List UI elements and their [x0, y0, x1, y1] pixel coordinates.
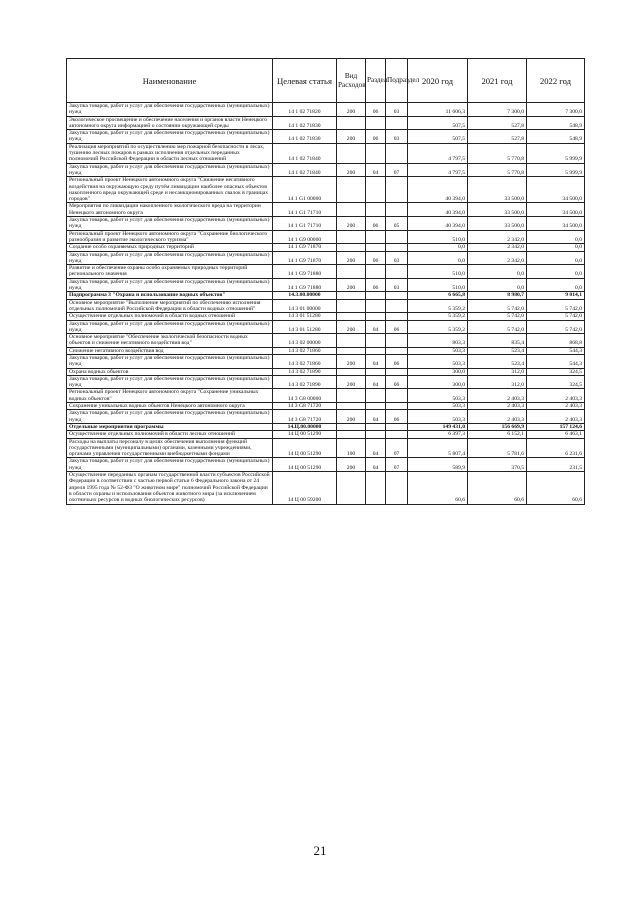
row-razdel [366, 143, 386, 163]
row-value-2021: 60,6 [468, 472, 527, 504]
row-value-2021: 5 770,8 [468, 143, 527, 163]
row-value-2022: 548,9 [527, 130, 585, 144]
row-value-2022: 34 500,0 [527, 217, 585, 231]
header-podrazdel: Подраздел [386, 59, 408, 103]
row-target-code: 14.3.00.00000 [273, 292, 337, 299]
header-razdel: Раздел [366, 59, 386, 103]
row-value-2022: 868,8 [527, 334, 585, 348]
row-target-code: 14.Ц.00.00000 [273, 423, 337, 430]
row-podrazdel [386, 347, 408, 354]
row-vid [337, 389, 366, 403]
row-target-code: 14 1 02 71820 [273, 103, 337, 117]
row-name: Осуществление отдельных полномочий в области лесных отношений [67, 431, 273, 438]
header-target: Целевая статья [273, 59, 337, 103]
row-value-2020: 5 359,2 [408, 299, 468, 313]
row-target-code: 14 1 02 71830 [273, 130, 337, 144]
row-razdel: 04 [366, 163, 386, 177]
row-target-code: 14 3 02 71860 [273, 347, 337, 354]
row-value-2020: 149 431,0 [408, 423, 468, 430]
table-row [67, 334, 585, 348]
row-name: Закупка товаров, работ и услуг для обеспечения государственных (муниципальных) нужд [67, 130, 273, 144]
table-row [67, 299, 585, 313]
row-value-2021: 5 781,6 [468, 438, 527, 458]
table-row [67, 203, 585, 217]
row-value-2022: 324,5 [527, 375, 585, 389]
row-name: Охрана водных объектов [67, 368, 273, 375]
row-vid [337, 403, 366, 410]
row-target-code: 14 3 G8 71720 [273, 410, 337, 424]
row-razdel: 06 [366, 217, 386, 231]
row-target-code: 14 1 G1 71710 [273, 203, 337, 217]
row-value-2022: 0,0 [527, 230, 585, 244]
row-razdel: 04 [366, 410, 386, 424]
row-name: Закупка товаров, работ и услуг для обеспечения государственных (муниципальных) нужд [67, 458, 273, 472]
row-target-code: 14 3 02 71890 [273, 375, 337, 389]
row-value-2021: 156 669,9 [468, 423, 527, 430]
row-vid [337, 116, 366, 130]
row-vid [337, 368, 366, 375]
row-podrazdel [386, 334, 408, 348]
row-value-2020: 5 359,2 [408, 320, 468, 334]
row-podrazdel: 06 [386, 410, 408, 424]
row-razdel: 04 [366, 458, 386, 472]
header-2020: 2020 год [408, 59, 468, 103]
row-razdel [366, 230, 386, 244]
row-razdel [366, 334, 386, 348]
table-row [67, 163, 585, 177]
row-vid [337, 177, 366, 203]
row-target-code: 14 1 02 71840 [273, 143, 337, 163]
row-vid [337, 313, 366, 320]
row-value-2021: 5 770,8 [468, 163, 527, 177]
header-name: Наименование [67, 59, 273, 103]
row-value-2020: 300,0 [408, 368, 468, 375]
row-vid: 200 [337, 278, 366, 292]
row-razdel [366, 244, 386, 251]
row-value-2021: 2 342,0 [468, 244, 527, 251]
row-value-2021: 2 403,3 [468, 389, 527, 403]
row-value-2020: 4 797,5 [408, 163, 468, 177]
row-value-2020: 503,3 [408, 410, 468, 424]
row-value-2020: 40 394,0 [408, 203, 468, 217]
row-name: Отдельные мероприятия программы [67, 423, 273, 430]
row-value-2022: 5 999,9 [527, 163, 585, 177]
row-podrazdel [386, 368, 408, 375]
row-value-2021: 33 500,0 [468, 217, 527, 231]
row-name: Закупка товаров, работ и услуг для обеспечения государственных (муниципальных) нужд [67, 320, 273, 334]
row-name: Закупка товаров, работ и услуг для обеспечения государственных (муниципальных) нужд [67, 410, 273, 424]
row-value-2021: 33 500,0 [468, 203, 527, 217]
row-name: Расходы на выплаты персоналу в целях обеспечения выполнения функций государственными (муниципальными) органами, казенными учреждениями, органами управления государственными внебюджетными фондами [67, 438, 273, 458]
row-value-2020: 510,0 [408, 230, 468, 244]
row-target-code: 14 3 01 00000 [273, 299, 337, 313]
row-value-2020: 507,5 [408, 130, 468, 144]
budget-table [66, 58, 585, 505]
row-name: Экологическое просвещение и обеспечение населения и органов власти Ненецкого автономного округа информацией о состоянии окружающей среды [67, 116, 273, 130]
row-target-code: 14 1 G1 00000 [273, 177, 337, 203]
table-row [67, 368, 585, 375]
table-row [67, 230, 585, 244]
row-target-code: 14 Ц 00 51290 [273, 431, 337, 438]
header-2022: 2022 год [527, 59, 585, 103]
row-name: Региональный проект Ненецкого автономного округа "Сохранение биологического разнообразия и развитие экологического туризма" [67, 230, 273, 244]
row-value-2021: 33 500,0 [468, 177, 527, 203]
row-name: Закупка товаров, работ и услуг для обеспечения государственных (муниципальных) нужд [67, 163, 273, 177]
row-name: Мероприятия по ликвидации накопленного экологического вреда на территории Ненецкого автономного округа [67, 203, 273, 217]
row-target-code: 14 3 G8 00000 [273, 389, 337, 403]
row-vid [337, 299, 366, 313]
row-value-2020: 5 359,2 [408, 313, 468, 320]
row-value-2021: 5 742,0 [468, 299, 527, 313]
row-razdel: 04 [366, 375, 386, 389]
row-vid: 200 [337, 130, 366, 144]
row-value-2022: 60,6 [527, 472, 585, 504]
row-podrazdel [386, 143, 408, 163]
row-podrazdel [386, 177, 408, 203]
table-row [67, 278, 585, 292]
row-vid [337, 143, 366, 163]
row-podrazdel: 06 [386, 354, 408, 368]
row-name: Основное мероприятие "Выполнение мероприятий по обеспечению исполнения отдельных полномочий Российской Федерации в области водных отношений" [67, 299, 273, 313]
row-name: Подпрограмма 3 "Охрана и использование водных объектов" [67, 292, 273, 299]
row-razdel [366, 203, 386, 217]
row-podrazdel [386, 431, 408, 438]
row-target-code: 14 3 02 71860 [273, 354, 337, 368]
row-razdel [366, 313, 386, 320]
row-value-2022: 6 463,1 [527, 431, 585, 438]
row-razdel [366, 368, 386, 375]
row-name: Создание особо охраняемых природных территорий [67, 244, 273, 251]
row-razdel [366, 403, 386, 410]
row-value-2020: 40 394,0 [408, 217, 468, 231]
row-value-2022: 5 999,9 [527, 143, 585, 163]
row-value-2021: 0,0 [468, 278, 527, 292]
row-podrazdel [386, 403, 408, 410]
table-row [67, 472, 585, 504]
row-value-2022: 2 403,3 [527, 403, 585, 410]
row-name: Региональный проект Ненецкого автономного округа "Снижение негативного воздействия на окружающую среду путём ликвидации наиболее опасных объектов накопленного вреда окружающей среде и несанкционированных свалок в границах городов" [67, 177, 273, 203]
row-name: Закупка товаров, работ и услуг для обеспечения государственных (муниципальных) нужд [67, 103, 273, 117]
page-number: 21 [313, 843, 327, 858]
row-value-2021: 523,4 [468, 354, 527, 368]
row-razdel: 06 [366, 251, 386, 265]
row-value-2022: 5 742,0 [527, 299, 585, 313]
row-value-2020: 803,3 [408, 334, 468, 348]
row-value-2022: 324,5 [527, 368, 585, 375]
row-podrazdel: 05 [386, 217, 408, 231]
row-value-2022: 544,3 [527, 347, 585, 354]
table-row [67, 244, 585, 251]
table-row [67, 251, 585, 265]
row-vid [337, 292, 366, 299]
row-value-2022: 6 231,6 [527, 438, 585, 458]
row-value-2022: 34 500,0 [527, 203, 585, 217]
row-razdel [366, 423, 386, 430]
row-name: Реализация мероприятий по осуществлению мер пожарной безопасности в лесах, тушению лесных пожаров в рамках исполнения отдельных переданных полномочий Российской Федерации в области лесных отношений [67, 143, 273, 163]
row-value-2022: 544,3 [527, 354, 585, 368]
row-name: Снижение негативного воздействия вод [67, 347, 273, 354]
row-value-2020: 4 797,5 [408, 143, 468, 163]
row-name: Закупка товаров, работ и услуг для обеспечения государственных (муниципальных) нужд [67, 217, 273, 231]
row-value-2021: 370,5 [468, 458, 527, 472]
row-value-2020: 589,9 [408, 458, 468, 472]
table-row [67, 458, 585, 472]
row-podrazdel: 07 [386, 458, 408, 472]
row-value-2020: 11 606,3 [408, 103, 468, 117]
row-razdel [366, 292, 386, 299]
row-razdel [366, 265, 386, 279]
row-podrazdel: 03 [386, 103, 408, 117]
row-podrazdel [386, 244, 408, 251]
row-value-2020: 6 665,8 [408, 292, 468, 299]
table-row [67, 375, 585, 389]
row-name: Закупка товаров, работ и услуг для обеспечения государственных (муниципальных) нужд [67, 354, 273, 368]
table-row [67, 116, 585, 130]
row-value-2020: 60,6 [408, 472, 468, 504]
row-razdel [366, 389, 386, 403]
row-value-2022: 548,9 [527, 116, 585, 130]
row-razdel: 04 [366, 354, 386, 368]
row-target-code: 14 1 02 71830 [273, 116, 337, 130]
row-target-code: 14 1 G9 71870 [273, 251, 337, 265]
row-value-2021: 2 342,0 [468, 230, 527, 244]
row-value-2020: 510,0 [408, 265, 468, 279]
row-value-2020: 503,3 [408, 403, 468, 410]
row-target-code: 14 3 02 00000 [273, 334, 337, 348]
row-value-2021: 8 980,7 [468, 292, 527, 299]
row-value-2020: 5 807,4 [408, 438, 468, 458]
row-podrazdel: 03 [386, 130, 408, 144]
row-value-2021: 0,0 [468, 265, 527, 279]
row-value-2020: 503,3 [408, 354, 468, 368]
row-vid: 200 [337, 375, 366, 389]
row-value-2022: 7 300,0 [527, 103, 585, 117]
row-name: Закупка товаров, работ и услуг для обеспечения государственных (муниципальных) нужд [67, 278, 273, 292]
row-value-2020: 507,5 [408, 116, 468, 130]
header-row [67, 59, 585, 103]
row-target-code: 14 1 G9 00000 [273, 230, 337, 244]
row-value-2021: 5 742,0 [468, 313, 527, 320]
row-podrazdel: 06 [386, 320, 408, 334]
row-vid [337, 431, 366, 438]
table-row [67, 265, 585, 279]
row-target-code: 14 3 02 71890 [273, 368, 337, 375]
row-name: Основное мероприятие "Обеспечение экологической безопасности водных объектов и снижение негативного воздействия вод" [67, 334, 273, 348]
row-value-2020: 0,0 [408, 244, 468, 251]
row-value-2022: 5 742,0 [527, 313, 585, 320]
row-value-2022: 2 403,3 [527, 389, 585, 403]
row-podrazdel [386, 265, 408, 279]
row-podrazdel [386, 116, 408, 130]
row-vid [337, 347, 366, 354]
row-value-2022: 0,0 [527, 265, 585, 279]
table-row [67, 103, 585, 117]
row-vid: 200 [337, 163, 366, 177]
row-razdel: 06 [366, 103, 386, 117]
table-row [67, 438, 585, 458]
row-value-2022: 5 742,0 [527, 320, 585, 334]
table-row [67, 130, 585, 144]
row-vid: 200 [337, 410, 366, 424]
row-vid: 200 [337, 217, 366, 231]
table-row [67, 354, 585, 368]
row-razdel: 06 [366, 278, 386, 292]
row-name: Закупка товаров, работ и услуг для обеспечения государственных (муниципальных) нужд [67, 375, 273, 389]
table-row [67, 143, 585, 163]
row-vid: 100 [337, 438, 366, 458]
table-row [67, 431, 585, 438]
row-vid [337, 334, 366, 348]
row-target-code: 14 1 G9 71880 [273, 278, 337, 292]
row-name: Осуществление переданных органам государственной власти субъектов Российской Федерации в соответствии с частью первой статьи 6 Федерального закона от 24 апреля 1995 года № 52-ФЗ "О животном мире" полномочий Российской Федерации в области охраны и использования объектов животного мира (за исключением охотничьих ресурсов и водных биологических ресурсов) [67, 472, 273, 504]
row-podrazdel: 03 [386, 278, 408, 292]
row-value-2022: 157 124,6 [527, 423, 585, 430]
row-podrazdel [386, 313, 408, 320]
table-row [67, 403, 585, 410]
row-name: Закупка товаров, работ и услуг для обеспечения государственных (муниципальных) нужд [67, 251, 273, 265]
row-razdel [366, 431, 386, 438]
row-razdel [366, 472, 386, 504]
row-value-2021: 2 403,3 [468, 403, 527, 410]
row-podrazdel [386, 203, 408, 217]
row-value-2021: 312,0 [468, 375, 527, 389]
row-target-code: 14 1 02 71840 [273, 163, 337, 177]
row-razdel [366, 116, 386, 130]
row-vid: 200 [337, 354, 366, 368]
row-target-code: 14 3 01 51280 [273, 320, 337, 334]
table-row [67, 217, 585, 231]
row-razdel [366, 347, 386, 354]
table-row [67, 347, 585, 354]
table-row [67, 177, 585, 203]
row-value-2020: 510,0 [408, 278, 468, 292]
row-value-2021: 835,4 [468, 334, 527, 348]
table-row [67, 313, 585, 320]
row-value-2020: 40 394,0 [408, 177, 468, 203]
row-value-2021: 527,8 [468, 116, 527, 130]
row-value-2020: 503,3 [408, 389, 468, 403]
row-vid: 200 [337, 103, 366, 117]
row-vid [337, 472, 366, 504]
table-row [67, 292, 585, 299]
row-podrazdel [386, 472, 408, 504]
row-target-code: 14 Ц 00 59200 [273, 472, 337, 504]
row-vid: 200 [337, 458, 366, 472]
table-body [67, 103, 585, 505]
row-target-code: 14 1 G9 71870 [273, 244, 337, 251]
header-vid: Вид Расходов [337, 59, 366, 103]
row-name: Осуществление отдельных полномочий в области водных отношений [67, 313, 273, 320]
row-vid [337, 203, 366, 217]
row-target-code: 14 3 01 51280 [273, 313, 337, 320]
row-name: Региональный проект Ненецкого автономного округа "Сохранение уникальных водных объектов" [67, 389, 273, 403]
row-value-2021: 2 403,3 [468, 410, 527, 424]
table-row [67, 320, 585, 334]
row-value-2022: 34 500,0 [527, 177, 585, 203]
row-podrazdel [386, 230, 408, 244]
row-value-2021: 7 300,0 [468, 103, 527, 117]
row-podrazdel: 06 [386, 375, 408, 389]
row-name: Сохранение уникальных водных объектов Ненецкого автономного округа [67, 403, 273, 410]
row-value-2020: 6 397,3 [408, 431, 468, 438]
row-razdel [366, 299, 386, 313]
row-podrazdel: 07 [386, 163, 408, 177]
header-2021: 2021 год [468, 59, 527, 103]
row-podrazdel: 03 [386, 251, 408, 265]
row-value-2020: 0,0 [408, 251, 468, 265]
row-target-code: 14 Ц 00 51290 [273, 438, 337, 458]
row-value-2022: 9 014,1 [527, 292, 585, 299]
row-podrazdel [386, 389, 408, 403]
row-value-2022: 2 403,3 [527, 410, 585, 424]
row-value-2021: 527,8 [468, 130, 527, 144]
row-target-code: 14 3 G8 71720 [273, 403, 337, 410]
row-name: Развитие и обеспечение охраны особо охраняемых природных территорий регионального значения [67, 265, 273, 279]
row-target-code: 14 Ц 00 51290 [273, 458, 337, 472]
table-row [67, 389, 585, 403]
row-value-2021: 523,4 [468, 347, 527, 354]
row-value-2020: 300,0 [408, 375, 468, 389]
row-razdel [366, 177, 386, 203]
row-value-2022: 0,0 [527, 278, 585, 292]
row-value-2020: 503,3 [408, 347, 468, 354]
row-razdel: 04 [366, 438, 386, 458]
row-podrazdel [386, 292, 408, 299]
row-vid [337, 265, 366, 279]
row-value-2022: 0,0 [527, 244, 585, 251]
table-row [67, 423, 585, 430]
row-target-code: 14 1 G9 71880 [273, 265, 337, 279]
row-value-2021: 5 742,0 [468, 320, 527, 334]
row-vid [337, 230, 366, 244]
row-vid: 200 [337, 251, 366, 265]
row-target-code: 14 1 G1 71710 [273, 217, 337, 231]
row-podrazdel [386, 423, 408, 430]
row-value-2021: 312,0 [468, 368, 527, 375]
table-row [67, 410, 585, 424]
row-value-2022: 231,5 [527, 458, 585, 472]
row-vid [337, 244, 366, 251]
row-podrazdel [386, 299, 408, 313]
row-razdel: 04 [366, 320, 386, 334]
row-podrazdel: 07 [386, 438, 408, 458]
row-value-2021: 6 152,1 [468, 431, 527, 438]
row-value-2021: 2 342,0 [468, 251, 527, 265]
row-vid: 200 [337, 320, 366, 334]
row-value-2022: 0,0 [527, 251, 585, 265]
row-vid [337, 423, 366, 430]
row-razdel: 06 [366, 130, 386, 144]
